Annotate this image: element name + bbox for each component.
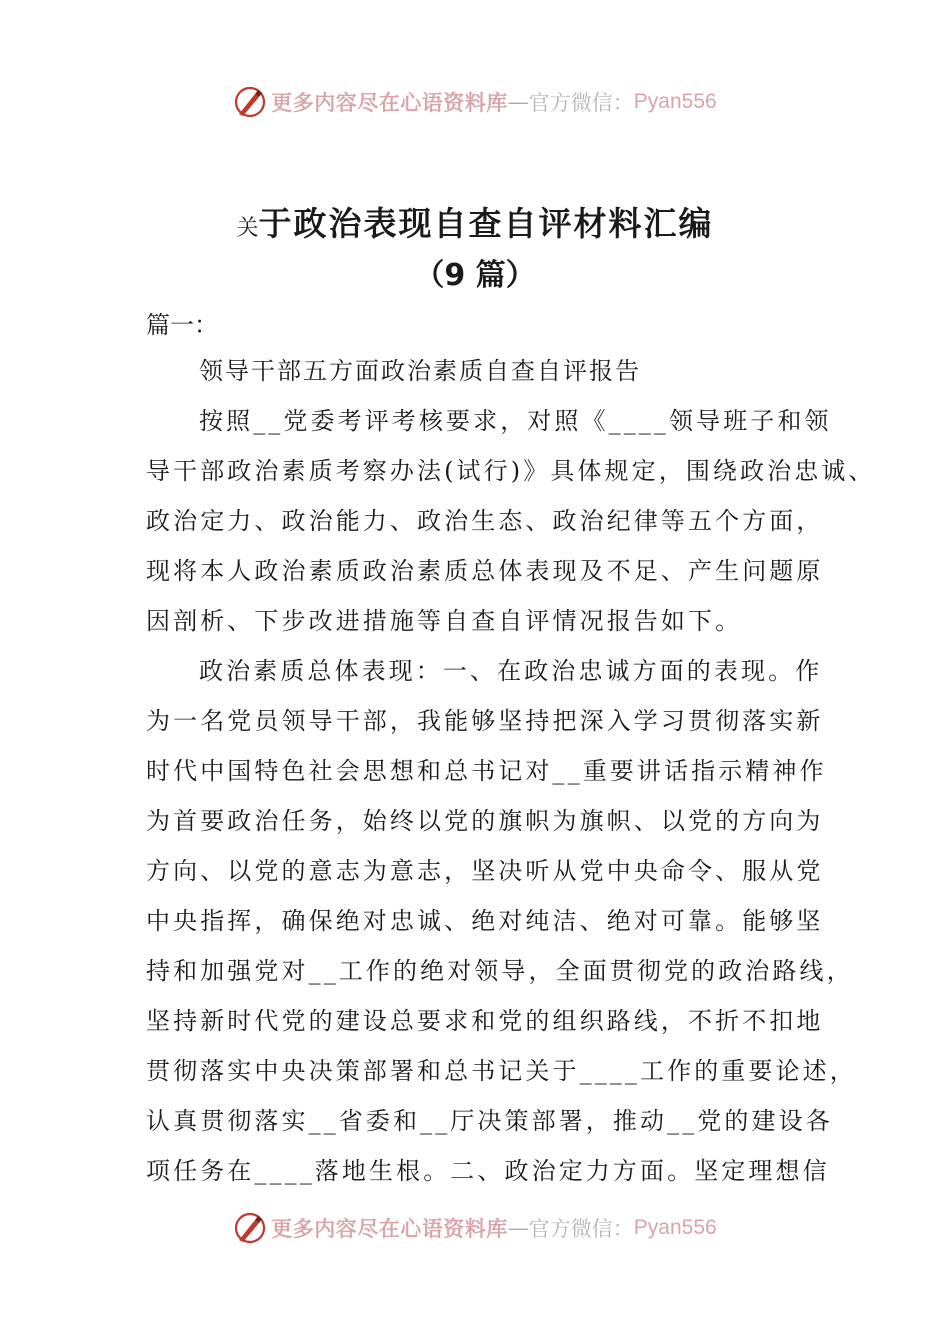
body-line: 导干部政治素质考察办法(试行)》具体规定，围绕政治忠诚、 [146,457,876,485]
body-line: 方向、以党的意志为意志，坚决听从党中央命令、服从党 [146,857,824,885]
banner-wechat-id: Pyan556 [633,1216,717,1239]
body-line: 持和加强党对__工作的绝对领导，全面贯彻党的政治路线， [146,957,854,985]
footer-banner [0,1208,950,1248]
body-line: 为首要政治任务，始终以党的旗帜为旗帜、以党的方向为 [146,807,824,835]
body-line: 项任务在____落地生根。二、政治定力方面。坚定理想信 [146,1157,830,1185]
body-line: 因剖析、下步改进措施等自查自评情况报告如下。 [146,607,743,635]
document-body [146,346,876,1196]
section-label: 篇一： [146,311,218,339]
pen-circle-icon [233,85,267,119]
pen-circle-icon [233,1211,267,1245]
header-banner [0,82,950,122]
body-line: 按照__党委考评考核要求，对照《____领导班子和领 [199,407,832,435]
body-line: 为一名党员领导干部，我能够坚持把深入学习贯彻落实新 [146,707,824,735]
banner-label: 官方微信： [528,91,634,115]
body-line: 贯彻落实中央决策部署和总书记关于____工作的重要论述， [146,1057,857,1085]
banner-separator: — [507,90,529,114]
banner-separator: — [507,1216,529,1240]
banner-wechat-id: Pyan556 [633,90,717,113]
banner-label: 官方微信： [528,1217,634,1241]
body-line: 现将本人政治素质政治素质总体表现及不足、产生问题原 [146,557,824,585]
banner-lead-text: 更多内容尽在心语资料库 [271,90,508,115]
body-line: 中央指挥，确保绝对忠诚、绝对纯洁、绝对可靠。能够坚 [146,907,824,935]
body-line: 政治定力、政治能力、政治生态、政治纪律等五个方面， [146,507,824,535]
banner-lead-text: 更多内容尽在心语资料库 [271,1216,508,1241]
document-subtitle: （9 篇） [414,258,536,293]
report-title: 领导干部五方面政治素质自查自评报告 [199,357,641,385]
body-line: 坚持新时代党的建设总要求和党的组织路线，不折不扣地 [146,1007,824,1035]
title-prefix: 关 [236,216,259,241]
body-line: 政治素质总体表现：一、在政治忠诚方面的表现。作 [199,657,823,685]
document-title [0,198,950,245]
body-line: 认真贯彻落实__省委和__厅决策部署，推动__党的建设各 [146,1107,833,1135]
body-line: 时代中国特色社会思想和总书记对__重要讲话指示精神作 [146,757,827,785]
title-main: 于政治表现自查自评材料汇编 [258,204,714,243]
